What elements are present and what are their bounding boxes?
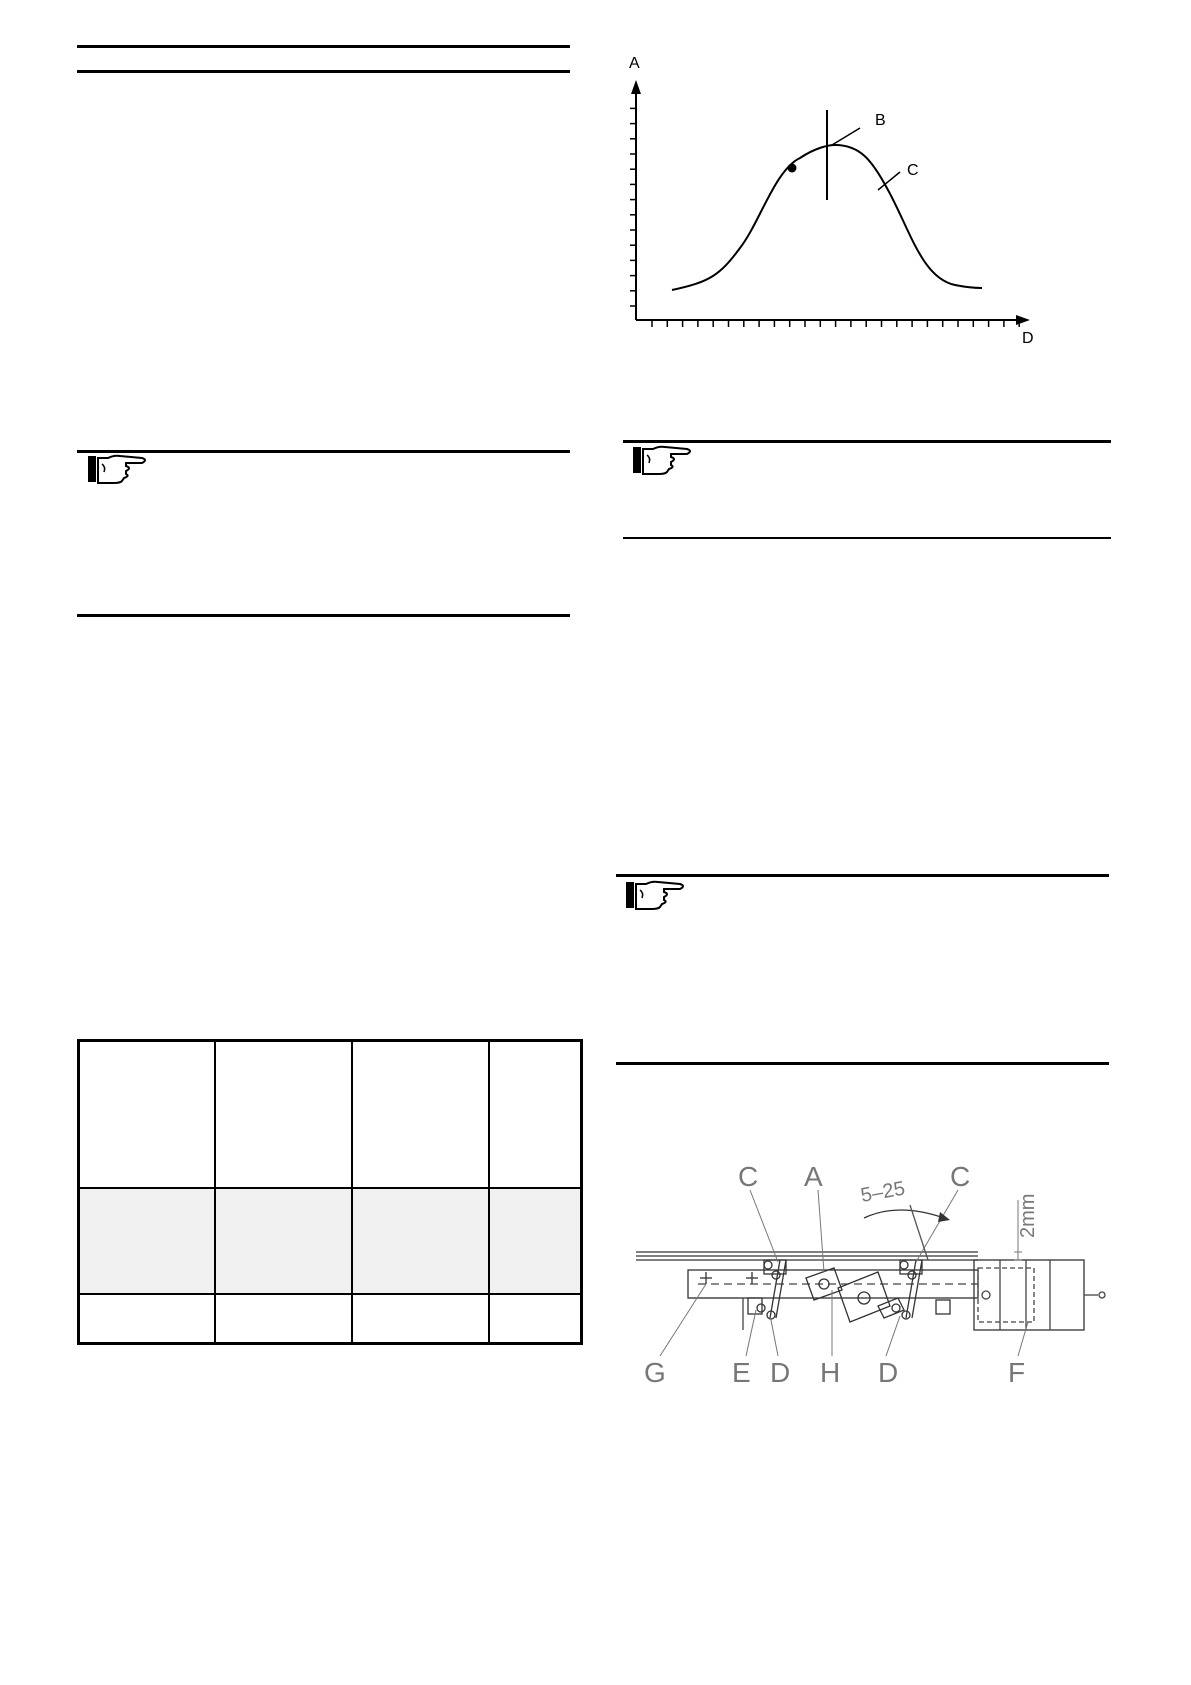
note-rule-right-2-top — [616, 874, 1109, 877]
table-cell — [489, 1188, 582, 1294]
table-cell — [79, 1041, 216, 1189]
table-cell — [79, 1188, 216, 1294]
angle-label: 5–25 — [859, 1177, 907, 1207]
callout-bottom-d-right: D — [878, 1357, 899, 1388]
peak-line-leader — [832, 128, 860, 145]
note-rule-left-top — [77, 450, 570, 453]
note-rule-right-1-bottom — [623, 537, 1111, 539]
callout-bottom-d-left: D — [770, 1357, 791, 1388]
gap-label: 2mm — [1017, 1193, 1039, 1238]
curve-leader — [878, 172, 900, 190]
pointing-hand-icon — [86, 452, 150, 486]
curve-point-marker — [788, 164, 797, 173]
table-cell — [215, 1294, 352, 1344]
pointing-hand-icon — [631, 443, 695, 477]
bell-curve-figure — [610, 50, 1050, 350]
callout-top-c-right: C — [950, 1161, 971, 1192]
x-axis-ticks — [652, 320, 1019, 327]
callout-bottom-h: H — [820, 1357, 841, 1388]
callout-top-c-left: C — [738, 1161, 759, 1192]
note-rule-right-2-bottom — [616, 1062, 1109, 1065]
table-cell — [215, 1041, 352, 1189]
callout-bottom-e: E — [732, 1357, 751, 1388]
table-row — [79, 1188, 582, 1294]
callout-top-a: A — [804, 1161, 823, 1192]
callout-bottom-g: G — [644, 1357, 666, 1388]
table-cell — [352, 1294, 489, 1344]
curve-label: C — [907, 162, 919, 179]
x-axis-label: D — [1022, 330, 1034, 347]
table-cell — [489, 1041, 582, 1189]
table-cell — [215, 1188, 352, 1294]
note-rule-left-bottom — [77, 614, 570, 617]
callout-bottom-f: F — [1008, 1357, 1026, 1388]
peak-line-label: B — [875, 112, 886, 129]
table-cell — [352, 1041, 489, 1189]
x-axis-arrow — [1016, 315, 1030, 325]
pointing-hand-icon — [624, 878, 688, 912]
spec-table — [77, 1039, 583, 1345]
table-cell — [79, 1294, 216, 1344]
section-rule-left-top-2 — [77, 70, 570, 73]
note-rule-right-1-top — [623, 440, 1111, 443]
table-row — [79, 1041, 582, 1189]
table-row — [79, 1294, 582, 1344]
table-cell — [489, 1294, 582, 1344]
table-cell — [352, 1188, 489, 1294]
y-axis-label: A — [629, 55, 640, 72]
y-axis-arrow — [631, 80, 641, 94]
section-rule-left-top-1 — [77, 45, 570, 48]
mechanism-drawing — [628, 1160, 1108, 1400]
